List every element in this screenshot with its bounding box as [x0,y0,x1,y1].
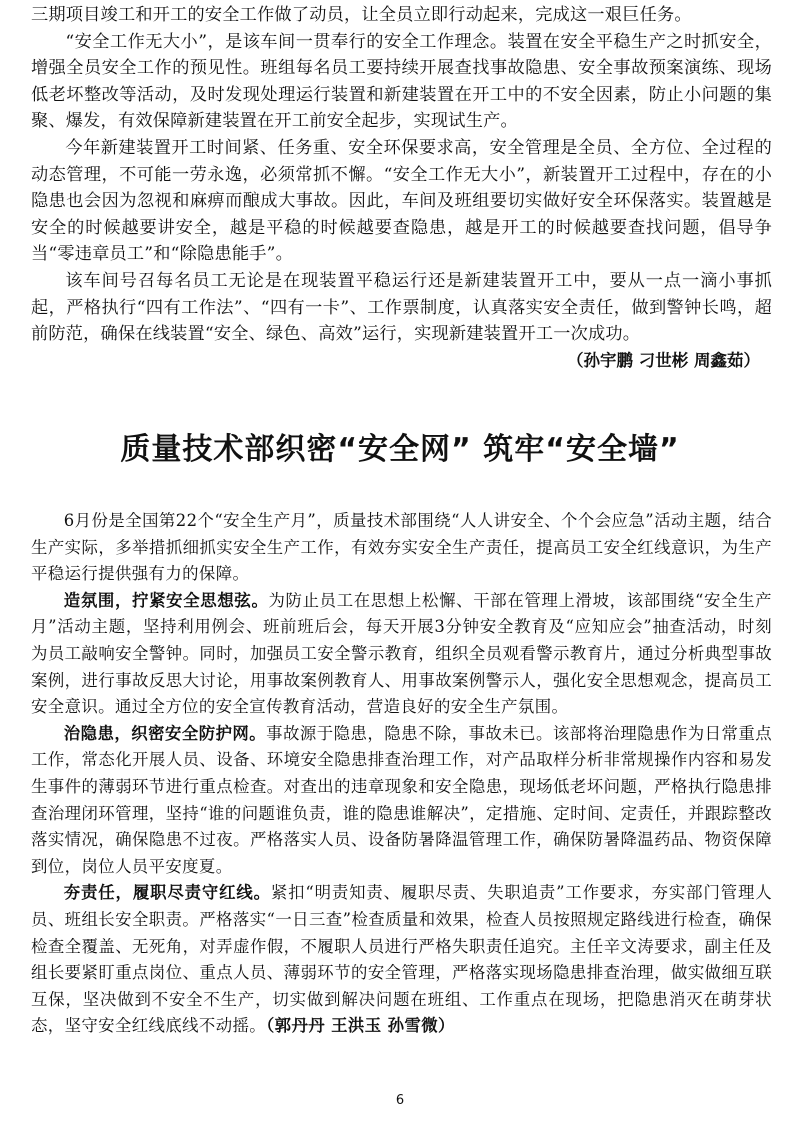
article-paragraph: 三期项目竣工和开工的安全工作做了动员，让全员立即行动起来，完成这一艰巨任务。 [31,5,692,25]
article-section [31,588,772,721]
author-byline: （孙宇鹏 刁世彬 周鑫茹） [567,350,760,370]
section-text: 为防止员工在思想上松懈、干部在管理上滑坡，该部围绕“安全生产月”活动主题，坚持利用例会、班前班后会，每天开展3分钟安全教育及“应知应会”抽查活动，时刻为员工敲响安全警钟。同时，加强员工安全警示教育，组织全员观看警示教育片，通过分析典型事故案例，进行事故反思大讨论，用事故案例教育人、用事故案例警示人，强化安全思想观念，提高员工安全意识。通过全方位的安全宣传教育活动，营造良好的安全生产氛围。 [31,590,772,717]
article-headline: 质量技术部织密“安全网” 筑牢“安全墙” [120,432,680,467]
article-paragraph: “安全工作无大小”，是该车间一贯奉行的安全工作理念。装置在安全平稳生产之时抓安全，增强全员安全工作的预见性。班组每名员工要持续开展查找事故隐患、安全事故预案演练、现场低老坏整改等活动，及时发现处理运行装置和新建装置在开工中的不安全因素，防止小问题的集聚、爆发，有效保障新建装置在开工前安全起步，实现试生产。 [31,31,772,132]
article-intro: 6月份是全国第22个“安全生产月”，质量技术部围绕“人人讲安全、个个会应急”活动主题，结合生产实际，多举措抓细抓实安全生产工作，有效夯实安全生产责任，提高员工安全红线意识，为生产平稳运行提供强有力的保障。 [31,511,772,584]
author-byline: （郭丹丹 王洪玉 孙雪微） [266,1016,455,1036]
section-text: 事故源于隐患，隐患不除，事故未已。该部将治理隐患作为日常重点工作，常态化开展人员、设备、环境安全隐患排查治理工作，对产品取样分析非常规操作内容和易发生事件的薄弱环节进行重点检查。对查出的违章现象和安全隐患，现场低老坏问题，严格执行隐患排查治理闭环管理，坚持“谁的问题谁负责，谁的隐患谁解决”，定措施、定时间、定责任，并跟踪整改落实情况，确保隐患不过夜。严格落实人员、设备防暑降温管理工作，确保防暑降温药品、物资保障到位，岗位人员平安度夏。 [31,723,772,876]
section-text: 紧扣“明责知责、履职尽责、失职追责”工作要求，夯实部门管理人员、班组长安全职责。严格落实“一日三查”检查质量和效果，检查人员按照规定路线进行检查，确保检查全覆盖、无死角，对弄虚作假，不履职人员进行严格失职责任追究。主任辛文涛要求，副主任及组长要紧盯重点岗位、重点人员、薄弱环节的安全管理，严格落实现场隐患排查治理，做实做细互联互保，坚决做到不安全不生产，切实做到解决问题在班组、工作重点在现场，把隐患消灭在萌芽状态，坚守安全红线底线不动摇。 [31,883,772,1036]
article-section [31,721,772,881]
page-number: 6 [395,1093,405,1108]
article-section [31,880,772,1040]
article-continued [31,2,772,374]
section-lead: 夯责任，履职尽责守红线。 [63,883,271,903]
article-body [31,508,772,1040]
section-lead: 造氛围，拧紧安全思想弦。 [63,590,269,610]
article-paragraph: 今年新建装置开工时间紧、任务重、安全环保要求高，安全管理是全员、全方位、全过程的动态管理，不可能一劳永逸，必须常抓不懈。“安全工作无大小”，新装置开工过程中，存在的小隐患也会因为忽视和麻痹而酿成大事故。因此，车间及班组要切实做好安全环保落实。装置越是安全的时候越要讲安全，越是平稳的时候越要查隐患，越是开工的时候越要查找问题，倡导争当“零违章员工”和“除隐患能手”。 [31,137,772,265]
section-lead: 治隐患，织密安全防护网。 [63,723,267,743]
article-paragraph: 该车间号召每名员工无论是在现装置平稳运行还是新建装置开工中，要从一点一滴小事抓起，严格执行“四有工作法”、“四有一卡”、工作票制度，认真落实安全责任，做到警钟长鸣，超前防范，确保在线装置“安全、绿色、高效”运行，实现新建装置开工一次成功。 [31,270,772,345]
